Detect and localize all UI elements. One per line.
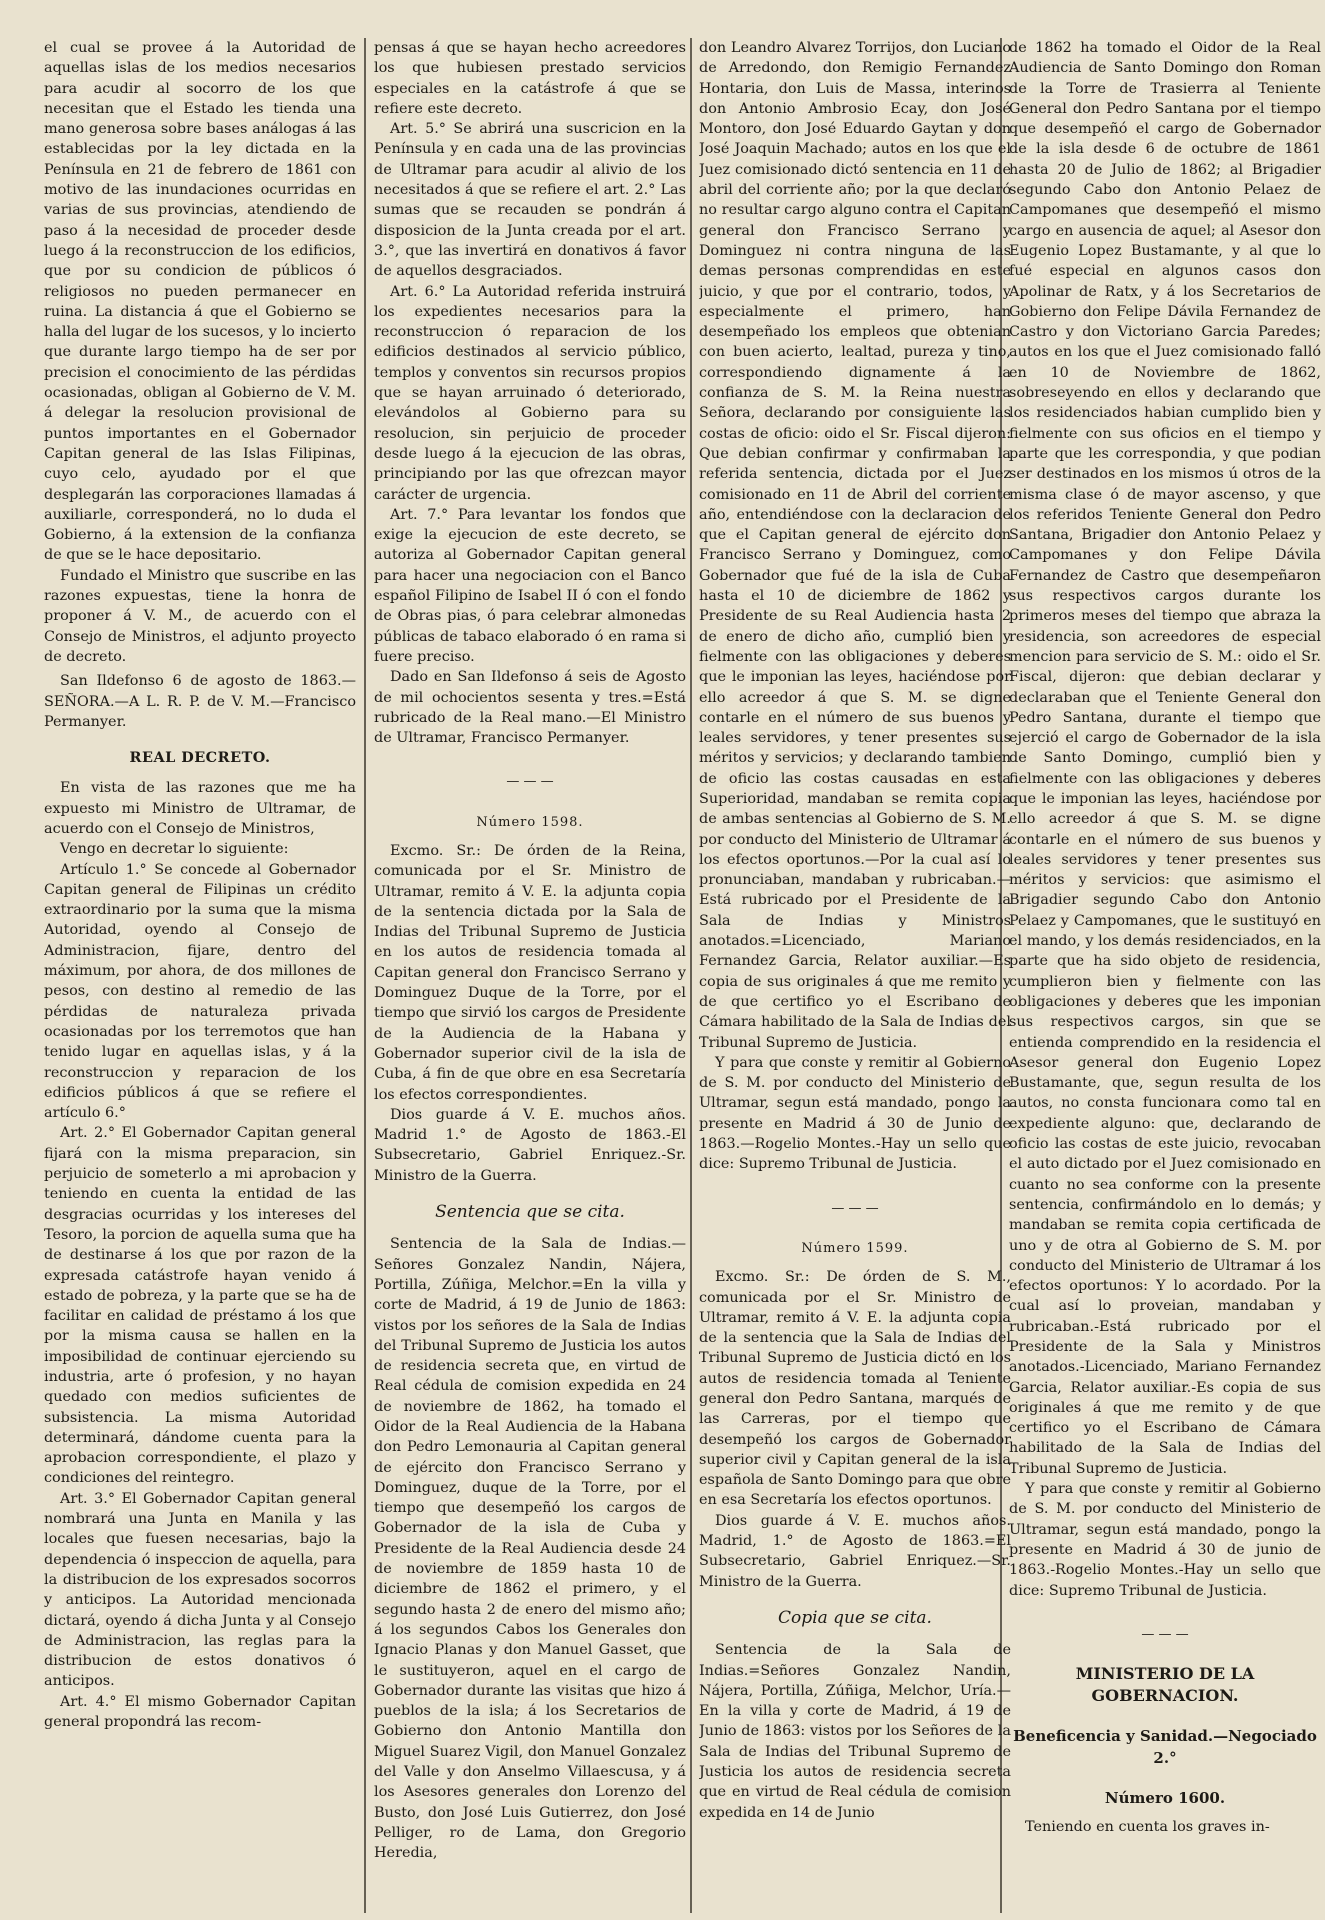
number-heading: Número 1598. <box>476 814 584 830</box>
paragraph: de 1862 ha tomado el Oidor de la Real Audiencia de Santo Domingo don Roman de la Torre de Trasierra al Teniente General don Pedro Santana por el tiempo que desempeñó el cargo de Gobernador de la isla desde 6 de octubre de 1861 hasta 20 de Julio de 1862; al Brigadier segundo Cabo don Antonio Pelaez de Campomanes que desempeñó el mismo cargo en ausencia de aquel; al Asesor don Eugenio Lopez Bustamante, y al que lo fué especial en algunos casos don Apolinar de Ratx, y á los Secretarios de Gobierno don Felipe Dávila Fernandez de Castro y don Victoriano Garcia Paredes; autos en los que el Juez comisionado falló en 10 de Noviembre de 1862, sobreseyendo en ellos y declarando que los residenciados habian cumplido bien y fielmente con sus oficios en el tiempo y parte que les correspondia, y que podian ser destinados en los mismos ú otros de la misma clase ó de mayor ascenso, y que los referidos Teniente General don Pedro Santana, Brigadier don Antonio Pelaez y Campomanes y don Felipe Dávila Fernandez de Castro que desempeñaron sus respectivos cargos durante los primeros meses del tiempo que abraza la residencia, son acreedores de especial mencion para servicio de S. M.: oido el Sr. Fiscal, dijeron: que debian declarar y declaraban que el Teniente General don Pedro Santana, durante el tiempo que ejerció el cargo de Gobernador de la isla de Santo Domingo, cumplió bien y fielmente con las obligaciones y deberes que le imponian las leyes, haciéndose por ello acreedor á que S. M. se digne contarle en el número de sus buenos y leales servidores y tener presentes sus méritos y servicios: que asimismo el Brigadier segundo Cabo don Antonio Pelaez y Campomanes, que le sustituyó en el mando, y los demás residenciados, en la parte que ha sido objeto de residencia, cumplieron bien y fielmente con las obligaciones y deberes que les imponian sus respectivos cargos, sin que se entienda comprendido en la residencia el Asesor general don Eugenio Lopez Bustamante, que, segun resulta de los autos, no consta funcionara como tal en expediente alguno: que, declarando de oficio las costas de este juicio, revocaban el auto dictado por el Juez comisionado en cuanto no sea conforme con la presente sentencia, confirmándolo en lo demás; y mandaban se remita copia certificada de uno y de otra al Gobierno de S. M. por conducto del Ministerio de Ultramar á los efectos oportunos: Y lo acordado. Por la cual así lo proveian, mandaban y rubricaban.-Está rubricado por el Presidente de la Sala y Ministros anotados.-Licenciado, Mariano Fernandez Garcia, Relator auxiliar.-Es copia de sus originales á que me remito y de que certifico yo el Escribano de Cámara habilitado de la Sala de Indias del Tribunal Supremo de Justicia. <box>1009 40 1321 1477</box>
paragraph: Fundado el Ministro que suscribe en las razones expuestas, tiene la honra de proponer á V. M., de acuerdo con el Consejo de Ministros, el adjunto proyecto de decreto. <box>44 567 356 665</box>
separator: — — — <box>831 1200 879 1216</box>
column-rule <box>364 38 366 1913</box>
italic-heading: Copia que se cita. <box>778 1607 932 1628</box>
number-heading: Número 1599. <box>801 1240 909 1256</box>
column-1 <box>44 38 356 1913</box>
signature-line: Dios guarde á V. E. muchos años. Madrid 1.° de Agosto de 1863.-El Subsecretario, Gabriel Enriquez.-Sr. Ministro de la Guerra. <box>374 1106 686 1184</box>
paragraph: Sentencia de la Sala de Indias.=Señores Gonzalez Nandin, Nájera, Portilla, Zúñiga, Melchor, Uría.—En la villa y corte de Madrid, á 19 de Junio de 1863: vistos por los Señores de la Sala de Indias del Tribunal Supremo de Justicia los autos de residencia secreta que en virtud de Real cédula de comision expedida en 14 de Junio <box>699 1642 1011 1821</box>
italic-heading: Sentencia que se cita. <box>435 1202 625 1223</box>
column-4 <box>1009 38 1321 1913</box>
article: Art. 6.° La Autoridad referida instruirá los expedientes necesarios para la reconstruccion ó reparacion de los edificios destinados al servicio público, templos y conventos sin recursos propios que se hayan arruinado ó deteriorado, elevándolos al Gobierno para su resolucion, sin perjuicio de proceder desde luego á la ejecucion de las obras, principiando por las que ofrezcan mayor carácter de urgencia. <box>374 283 686 503</box>
signature-line: Dado en San Ildefonso á seis de Agosto de mil ochocientos sesenta y tres.=Está rubricado de la Real mano.—El Ministro de Ultramar, Francisco Permanyer. <box>374 669 686 747</box>
paragraph: Vengo en decretar lo siguiente: <box>60 841 289 858</box>
section-heading: REAL DECRETO. <box>129 749 271 767</box>
separator: — — — <box>1141 1626 1189 1642</box>
article: Art. 5.° Se abrirá una suscricion en la Península y en cada una de las provincias de Ultramar para acudir al alivio de los necesitados á que se refiere el art. 2.° Las sumas que se recauden se pondrán á disposicion de la Junta creada por el art. 3.°, que las invertirá en donativos á favor de aquellos desgraciados. <box>374 121 686 280</box>
number-heading: Número 1600. <box>1104 1789 1226 1808</box>
paragraph: Y para que conste y remitir al Gobierno de S. M. por conducto del Ministerio de Ultramar, segun está mandado, pongo la presente en Madrid á 30 de junio de 1863.-Rogelio Montes.-Hay un sello que dice: Supremo Tribunal de Justicia. <box>1009 1481 1321 1599</box>
article: Art. 3.° El Gobernador Capitan general nombrará una Junta en Manila y las locales que fuesen necesarias, bajo la dependencia ó inspeccion de aquella, para la distribucion de los expresados socorros y anticipos. La Autoridad mencionada dictará, oyendo á dicha Junta y al Consejo de Administracion, las reglas para la distribucion de estos donativos ó anticipos. <box>44 1490 356 1690</box>
department-heading: Beneficencia y Sanidad.—Negociado 2.° <box>1013 1727 1317 1768</box>
paragraph: Teniendo en cuenta los graves in- <box>1025 1819 1270 1836</box>
article: Art. 2.° El Gobernador Capitan general fijará con la misma preparacion, sin perjuicio de someterlo a mi aprobacion y teniendo en cuenta la entidad de las desgracias ocurridas y los intereses del Tesoro, la porcion de aquella suma que ha de destinarse á los que por razon de la expresada catástrofe hayan venido á estado de pobreza, y la parte que se ha de facilitar en calidad de préstamo á los que por la misma causa se hallen en la imposibilidad de continuar ejerciendo su industria, arte ó profesion, y no hayan quedado con medios suficientes de subsistencia. La misma Autoridad determinará, dándome cuenta para la aprobacion correspondiente, el plazo y condiciones del reintegro. <box>44 1125 356 1487</box>
signature-line: San Ildefonso 6 de agosto de 1863.—SEÑORA.—A L. R. P. de V. M.—Francisco Permanyer. <box>44 673 356 730</box>
paragraph: Excmo. Sr.: De órden de la Reina, comunicada por el Sr. Ministro de Ultramar, remito á V. E. la adjunta copia de la sentencia dictada por la Sala de Indias del Tribunal Supremo de Justicia en los autos de residencia tomada al Capitan general don Francisco Serrano y Dominguez Duque de la Torre, por el tiempo que sirvió los cargos de Presidente de la Audiencia de la Habana y Gobernador superior civil de la isla de Cuba, á fin de que obre en esa Secretaría los efectos correspondientes. <box>374 842 686 1103</box>
ministry-heading: MINISTERIO DE LA GOBERNACION. <box>1075 1664 1255 1706</box>
paragraph: pensas á que se hayan hecho acreedores los que hubiesen prestado servicios especiales en la catástrofe á que se refiere este decreto. <box>374 40 686 117</box>
paragraph: Sentencia de la Sala de Indias.—Señores Gonzalez Nandin, Nájera, Portilla, Zúñiga, Melchor.=En la villa y corte de Madrid, á 19 de Junio de 1863: vistos por los señores de la Sala de Indias del Tribunal Supremo de Justicia los autos de residencia secreta que, en virtud de Real cédula de comision expedida en 24 de noviembre de 1862, ha tomado el Oidor de la Real Audiencia de la Habana don Pedro Lemonauria al Capitan general de ejército don Francisco Serrano y Dominguez, duque de la Torre, por el tiempo que desempeñó los cargos de Gobernador de la isla de Cuba y Presidente de la Real Audiencia desde 24 de noviembre de 1859 hasta 10 de diciembre de 1862 el primero, y el segundo hasta 2 de enero del mismo año; á los segundos Cabos los Generales don Ignacio Planas y don Manuel Gasset, que le sustituyeron, aquel en el cargo de Gobernador durante las visitas que hizo á pueblos de la isla; á los Secretarios de Gobierno don Antonio Mantilla don Miguel Suarez Vigil, don Manuel Gonzalez del Valle y don Anselmo Villaescusa, y á los Asesores generales don Lorenzo del Busto, don José Luis Gutierrez, don José Pelliger, ro de Lama, don Gregorio Heredia, <box>374 1236 686 1862</box>
paragraph: Y para que conste y remitir al Gobierno de S. M. por conducto del Ministerio de Ultramar, segun está mandado, pongo la presente en Madrid á 30 de Junio de 1863.—Rogelio Montes.-Hay un sello que dice: Supremo Tribunal de Justicia. <box>699 1054 1011 1173</box>
column-rule <box>690 38 692 1913</box>
column-2 <box>374 38 686 1913</box>
article: Artículo 1.° Se concede al Gobernador Capitan general de Filipinas un crédito extraordinario por la suma que la misma Autoridad, oyendo al Consejo de Administracion, fijare, dentro del máximum, por ahora, de dos millones de pesos, con destino al remedio de las pérdidas de naturaleza privada ocasionadas por los terremotos que han tenido lugar en aquellas islas, y á la reconstruccion y reparacion de los edificios públicos á que se refiere el artículo 6.° <box>44 861 356 1122</box>
column-3 <box>699 38 1011 1913</box>
paragraph: En vista de las razones que me ha expuesto mi Ministro de Ultramar, de acuerdo con el Consejo de Ministros, <box>44 780 356 837</box>
paragraph: don Leandro Alvarez Torrijos, don Luciano de Arredondo, don Remigio Fernandez Hontaria, don Luis de Massa, interinos don Antonio Ambrosio Ecay, don José Montoro, don José Eduardo Gaytan y don José Joaquin Machado; autos en los que el Juez comisionado dictó sentencia en 11 de abril del corriente año; por la que declaró no resultar cargo alguno contra el Capitan general don Francisco Serrano y Dominguez ni contra ninguna de las demas personas comprendidas en este juicio, y que por el contrario, todos, y especialmente el primero, han desempeñado los empleos que obtenian con buen acierto, lealtad, pureza y tino, correspondiendo dignamente á la confianza de S. M. la Reina nuestra Señora, declarando por consiguiente las costas de oficio: oido el Sr. Fiscal dijeron: Que debian confirmar y confirmaban la referida sentencia, dictada por el Juez comisionado en 11 de Abril del corriente año, entendiéndose con la declaracion de que el Capitan general de ejército don Francisco Serrano y Dominguez, como Gobernador que fué de la isla de Cuba hasta el 10 de diciembre de 1862 y Presidente de su Real Audiencia hasta 2 de enero de dicho año, cumplió bien y fielmente con las obligaciones y deberes que le imponian las leyes, haciéndose por ello acreedor á que S. M. se digne contarle en el número de sus buenos y leales servidores, y tener presentes sus méritos y servicios; y declarando tambien de oficio las costas causadas en esta Superioridad, mandaban se remita copia de ambas sentencias al Gobierno de S. M. por conducto del Ministerio de Ultramar á los efectos oportunos.—Por la cual así lo pronunciaban, mandaban y rubricaban.—Está rubricado por el Presidente de la Sala de Indias y Ministros anotados.=Licenciado, Mariano Fernandez Garcia, Relator auxiliar.—Es copia de sus originales á que me remito y de que certifico yo el Escribano de Cámara habilitado de la Sala de Indias del Tribunal Supremo de Justicia. <box>699 40 1011 1051</box>
article: Art. 7.° Para levantar los fondos que exige la ejecucion de este decreto, se autoriza al Gobernador Capitan general para hacer una negociacion con el Banco español Filipino de Isabel II ó con el fondo de Obras pias, ó para celebrar almonedas públicas de tabaco elaborado ó en rama si fuere preciso. <box>374 506 686 665</box>
separator: — — — <box>506 774 554 790</box>
signature-line: Dios guarde á V. E. muchos años. Madrid, 1.° de Agosto de 1863.=El Subsecretario, Gabriel Enriquez.—Sr. Ministro de la Guerra. <box>699 1512 1011 1590</box>
paragraph: Excmo. Sr.: De órden de S. M., comunicada por el Sr. Ministro de Ultramar, remito á V. E. la adjunta copia de la sentencia que la Sala de Indias del Tribunal Supremo de Justicia dictó en los autos de residencia tomada al Teniente general don Pedro Santana, marqués de las Carreras, por el tiempo que desempeñó los cargos de Gobernador superior civil y Capitan general de la isla española de Santo Domingo para que obre en esa Secretaría los efectos oportunos. <box>699 1269 1011 1509</box>
paragraph: el cual se provee á la Autoridad de aquellas islas de los medios necesarios para acudir al socorro de los que necesitan que el Estado les tienda una mano generosa sobre bases análogas á las establecidas por la ley dictada en la Península en 21 de febrero de 1861 con motivo de las inundaciones ocurridas en varias de sus provincias, atendiendo de paso á la necesidad de proceder desde luego á la reconstruccion de los edificios, que por su condicion de públicos ó religiosos no pueden permanecer en ruina. La distancia á que el Gobierno se halla del lugar de los sucesos, y lo incierto que durante largo tiempo ha de ser por precision el conocimiento de las pérdidas ocasionadas, obligan al Gobierno de V. M. á delegar la resolucion provisional de puntos importantes en el Gobernador Capitan general de las Islas Filipinas, cuyo celo, ayudado por el que desplegarán las corporaciones llamadas á auxiliarle, corresponderá, no lo duda el Gobierno, á la extension de la confianza de que se le hace depositario. <box>44 40 356 564</box>
article: Art. 4.° El mismo Gobernador Capitan general propondrá las recom- <box>44 1693 356 1731</box>
